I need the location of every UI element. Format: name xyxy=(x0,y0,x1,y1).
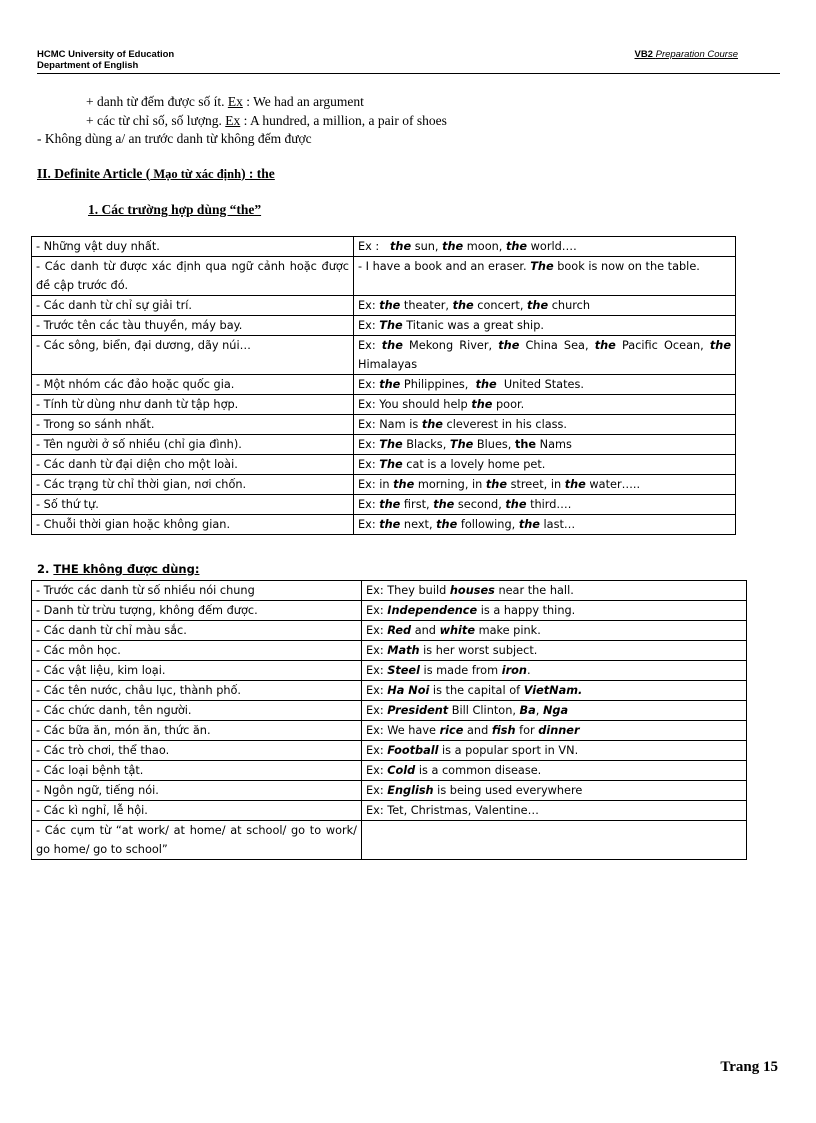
example-text: church xyxy=(548,299,591,312)
rule-cell: - Các danh từ chỉ sự giải trí. xyxy=(32,296,354,316)
table-row xyxy=(32,415,736,435)
table-row xyxy=(32,435,736,455)
example-cell xyxy=(354,316,736,336)
page-header xyxy=(37,49,780,74)
table-row xyxy=(32,821,747,860)
example-keyword: the xyxy=(514,438,537,451)
example-keyword: the xyxy=(709,339,731,352)
example-text: . xyxy=(526,664,531,677)
example-text: is a happy thing. xyxy=(477,604,576,617)
example-text: next, xyxy=(400,518,437,531)
example-keyword: the xyxy=(379,299,401,312)
example-keyword: the xyxy=(498,339,520,352)
subheading-uses: 1. Các trường hợp dùng “the” xyxy=(88,202,262,217)
example-keyword: the xyxy=(421,418,443,431)
table-row xyxy=(32,296,736,316)
example-text: third…. xyxy=(526,498,572,511)
example-cell xyxy=(354,336,736,375)
example-cell xyxy=(354,257,736,296)
rule-cell: - Các danh từ chỉ màu sắc. xyxy=(32,621,362,641)
example-text: Ex: xyxy=(358,378,380,391)
subheading-not-used-text: THE không được dùng: xyxy=(53,562,200,576)
example-text: and xyxy=(411,624,440,637)
header-course-code: VB2 xyxy=(634,49,653,60)
example-text: sun, xyxy=(411,240,443,253)
example-text: Blacks, xyxy=(402,438,450,451)
rule-cell: - Các tên nước, châu lục, thành phố. xyxy=(32,681,362,701)
example-text: morning, in xyxy=(414,478,486,491)
example-text: theater, xyxy=(400,299,453,312)
example-keyword: the xyxy=(390,240,412,253)
example-cell xyxy=(354,415,736,435)
example-keyword: Math xyxy=(387,644,420,657)
example-cell xyxy=(362,601,747,621)
table-row xyxy=(32,515,736,535)
intro-line-1-ex: Ex xyxy=(227,94,243,109)
intro-line-2-example: : A hundred, a million, a pair of shoes xyxy=(240,113,447,128)
rule-cell: - Số thứ tự. xyxy=(32,495,354,515)
table-row xyxy=(32,601,747,621)
rule-cell: - Các danh từ đại diện cho một loài. xyxy=(32,455,354,475)
example-text: , xyxy=(535,704,543,717)
example-keyword: Red xyxy=(387,624,412,637)
example-text: Ex: xyxy=(358,339,382,352)
rule-cell: - Trước các danh từ số nhiều nói chung xyxy=(32,581,362,601)
example-cell xyxy=(354,455,736,475)
example-keyword: the xyxy=(433,498,455,511)
example-cell xyxy=(362,681,747,701)
example-text: street, in xyxy=(507,478,565,491)
example-cell xyxy=(354,515,736,535)
intro-line-2-ex: Ex xyxy=(225,113,241,128)
example-keyword: The xyxy=(379,319,403,332)
example-text: is a common disease. xyxy=(415,764,542,777)
rule-cell: - Các danh từ được xác định qua ngữ cảnh hoặc được đề cập trước đó. xyxy=(32,257,354,296)
example-keyword: Football xyxy=(387,744,439,757)
example-cell xyxy=(362,661,747,681)
example-cell xyxy=(354,375,736,395)
rule-cell: - Tên người ở số nhiều (chỉ gia đình). xyxy=(32,435,354,455)
example-text: Ex: xyxy=(366,704,388,717)
example-text: Ex: You should help xyxy=(358,398,472,411)
table-row xyxy=(32,681,747,701)
example-cell xyxy=(362,641,747,661)
intro-line-2-text: + các từ chỉ số, số lượng. xyxy=(86,113,226,128)
intro-line-3: - Không dùng a/ an trước danh từ không đếm được xyxy=(37,131,312,146)
example-text: Pacific Ocean, xyxy=(615,339,710,352)
header-department: Department of English xyxy=(37,60,139,71)
not-used-table xyxy=(31,580,747,860)
example-text: Ex: xyxy=(366,764,388,777)
example-keyword: the xyxy=(518,518,540,531)
example-text: Ex: xyxy=(358,319,380,332)
example-keyword: Cold xyxy=(387,764,416,777)
example-text: last… xyxy=(539,518,576,531)
example-keyword: The xyxy=(379,458,403,471)
example-keyword: the xyxy=(381,339,403,352)
rule-cell: - Tính từ dùng như danh từ tập hợp. xyxy=(32,395,354,415)
example-cell xyxy=(362,741,747,761)
table-row xyxy=(32,641,747,661)
table-row xyxy=(32,395,736,415)
example-text: Ex: They build xyxy=(366,584,450,597)
example-keyword: fish xyxy=(491,724,516,737)
example-text: Ex: xyxy=(366,784,388,797)
rule-cell: - Danh từ trừu tượng, không đếm được. xyxy=(32,601,362,621)
table-row xyxy=(32,495,736,515)
example-keyword: VietNam. xyxy=(523,684,583,697)
header-institution xyxy=(37,49,174,71)
rule-cell: - Các loại bệnh tật. xyxy=(32,761,362,781)
example-text: China Sea, xyxy=(519,339,595,352)
rule-cell: - Các sông, biển, đại dương, dãy núi… xyxy=(32,336,354,375)
example-text: following, xyxy=(457,518,519,531)
example-text: is being used everywhere xyxy=(433,784,583,797)
example-cell xyxy=(354,237,736,257)
example-keyword: the xyxy=(471,398,493,411)
section-heading-main: II. Definite Article ( xyxy=(37,166,151,181)
header-course-name: Preparation Course xyxy=(655,49,738,60)
rule-cell: - Những vật duy nhất. xyxy=(32,237,354,257)
example-cell xyxy=(354,475,736,495)
example-text: near the hall. xyxy=(494,584,574,597)
table-row xyxy=(32,316,736,336)
intro-line-1 xyxy=(86,94,364,110)
example-cell xyxy=(362,761,747,781)
header-course xyxy=(634,49,738,60)
example-keyword: houses xyxy=(449,584,495,597)
table-row xyxy=(32,336,736,375)
table-row xyxy=(32,237,736,257)
example-keyword: dinner xyxy=(538,724,580,737)
example-text: is a popular sport in VN. xyxy=(438,744,579,757)
example-cell xyxy=(362,781,747,801)
example-keyword: Nga xyxy=(542,704,569,717)
example-text: second, xyxy=(454,498,506,511)
example-keyword: The xyxy=(449,438,474,451)
example-text: Ex: xyxy=(358,498,380,511)
example-text: Ex: xyxy=(366,604,388,617)
example-text: - I have a book and an eraser. xyxy=(358,260,531,273)
intro-line-1-text: + danh từ đếm được số ít. xyxy=(86,94,228,109)
example-keyword: English xyxy=(387,784,434,797)
example-cell xyxy=(362,821,747,860)
example-keyword: the xyxy=(436,518,458,531)
example-text: book is now on the table. xyxy=(553,260,700,273)
example-text: Ex: xyxy=(366,644,388,657)
example-text: poor. xyxy=(492,398,525,411)
example-text: Ex: xyxy=(358,299,380,312)
table-row xyxy=(32,581,747,601)
example-text: water….. xyxy=(585,478,641,491)
example-cell xyxy=(362,581,747,601)
rule-cell: - Chuỗi thời gian hoặc không gian. xyxy=(32,515,354,535)
example-keyword: Independence xyxy=(387,604,478,617)
intro-line-1-example: : We had an argument xyxy=(242,94,364,109)
example-keyword: white xyxy=(439,624,475,637)
example-text: Ex: xyxy=(366,624,388,637)
example-cell xyxy=(354,435,736,455)
example-text: is made from xyxy=(419,664,502,677)
example-cell xyxy=(362,701,747,721)
example-keyword: the xyxy=(452,299,474,312)
example-text: United States. xyxy=(496,378,584,391)
example-keyword: The xyxy=(530,260,554,273)
example-text: world…. xyxy=(527,240,577,253)
example-text: Ex: xyxy=(366,664,388,677)
example-text: is the capital of xyxy=(429,684,524,697)
rule-cell: - Một nhóm các đảo hoặc quốc gia. xyxy=(32,375,354,395)
example-text: Ex: xyxy=(358,438,380,451)
example-text: Philippines, xyxy=(400,378,476,391)
example-keyword: the xyxy=(379,378,401,391)
example-text: make pink. xyxy=(474,624,541,637)
example-keyword: the xyxy=(527,299,549,312)
example-keyword: the xyxy=(594,339,616,352)
section-heading xyxy=(37,166,275,182)
example-keyword: Ha Noi xyxy=(387,684,430,697)
example-text: is her worst subject. xyxy=(419,644,538,657)
example-text: Bill Clinton, xyxy=(448,704,520,717)
rule-cell: - Các trạng từ chỉ thời gian, nơi chốn. xyxy=(32,475,354,495)
table-row xyxy=(32,375,736,395)
example-keyword: Steel xyxy=(387,664,420,677)
example-cell xyxy=(354,495,736,515)
subheading-not-used-number: 2. xyxy=(37,562,54,576)
example-keyword: the xyxy=(442,240,464,253)
page-number: Trang 15 xyxy=(720,1059,778,1075)
example-cell xyxy=(354,395,736,415)
example-text: concert, xyxy=(473,299,528,312)
example-keyword: Ba xyxy=(519,704,536,717)
example-cell xyxy=(362,621,747,641)
example-cell xyxy=(354,296,736,316)
example-text: Mekong River, xyxy=(402,339,499,352)
example-text: cat is a lovely home pet. xyxy=(402,458,546,471)
example-keyword: The xyxy=(379,438,403,451)
example-keyword: the xyxy=(475,378,497,391)
table-row xyxy=(32,661,747,681)
example-text: Titanic was a great ship. xyxy=(402,319,544,332)
example-text: Blues, xyxy=(473,438,515,451)
rule-cell: - Các trò chơi, thể thao. xyxy=(32,741,362,761)
example-text: Ex: Tet, Christmas, Valentine… xyxy=(366,804,539,817)
table-row xyxy=(32,761,747,781)
example-keyword: the xyxy=(379,518,401,531)
example-keyword: the xyxy=(393,478,415,491)
subheading-not-used xyxy=(37,562,199,576)
example-text: Ex: xyxy=(358,518,380,531)
table-row xyxy=(32,257,736,296)
example-keyword: the xyxy=(564,478,586,491)
table-row xyxy=(32,721,747,741)
rule-cell: - Các môn học. xyxy=(32,641,362,661)
example-text: first, xyxy=(400,498,434,511)
example-text: Ex : xyxy=(358,240,390,253)
rule-cell: - Trước tên các tàu thuyền, máy bay. xyxy=(32,316,354,336)
rule-cell: - Các vật liệu, kim loại. xyxy=(32,661,362,681)
example-text: cleverest in his class. xyxy=(442,418,567,431)
example-text: Ex: Nam is xyxy=(358,418,422,431)
example-text: Ex: We have xyxy=(366,724,440,737)
example-text: Nams xyxy=(536,438,572,451)
example-text: Ex: in xyxy=(358,478,394,491)
rule-cell: - Các cụm từ “at work/ at home/ at school/ go to work/ go home/ go to school” xyxy=(32,821,362,860)
intro-line-2 xyxy=(86,113,447,129)
example-keyword: President xyxy=(387,704,449,717)
uses-table xyxy=(31,236,736,535)
table-row xyxy=(32,455,736,475)
table-row xyxy=(32,801,747,821)
example-cell xyxy=(362,801,747,821)
example-keyword: the xyxy=(485,478,507,491)
example-text: moon, xyxy=(463,240,506,253)
rule-cell: - Các chức danh, tên người. xyxy=(32,701,362,721)
table-row xyxy=(32,781,747,801)
rule-cell: - Trong so sánh nhất. xyxy=(32,415,354,435)
example-keyword: the xyxy=(505,240,528,253)
example-text: and xyxy=(463,724,492,737)
table-row xyxy=(32,701,747,721)
rule-cell: - Ngôn ngữ, tiếng nói. xyxy=(32,781,362,801)
table-row xyxy=(32,741,747,761)
example-text: Ex: xyxy=(366,684,388,697)
example-keyword: the xyxy=(505,498,527,511)
table-row xyxy=(32,475,736,495)
example-text: Himalayas xyxy=(358,339,735,371)
example-text: for xyxy=(515,724,539,737)
example-keyword: rice xyxy=(439,724,464,737)
section-heading-viet: Mạo từ xác định xyxy=(150,167,242,181)
example-text: Ex: xyxy=(366,744,388,757)
example-text: Ex: xyxy=(358,458,380,471)
rule-cell: - Các kì nghỉ, lễ hội. xyxy=(32,801,362,821)
example-keyword: the xyxy=(379,498,401,511)
header-university: HCMC University of Education xyxy=(37,49,175,60)
example-cell xyxy=(362,721,747,741)
table-row xyxy=(32,621,747,641)
section-heading-tail: ) : the xyxy=(241,166,275,181)
example-keyword: iron xyxy=(501,664,527,677)
rule-cell: - Các bữa ăn, món ăn, thức ăn. xyxy=(32,721,362,741)
